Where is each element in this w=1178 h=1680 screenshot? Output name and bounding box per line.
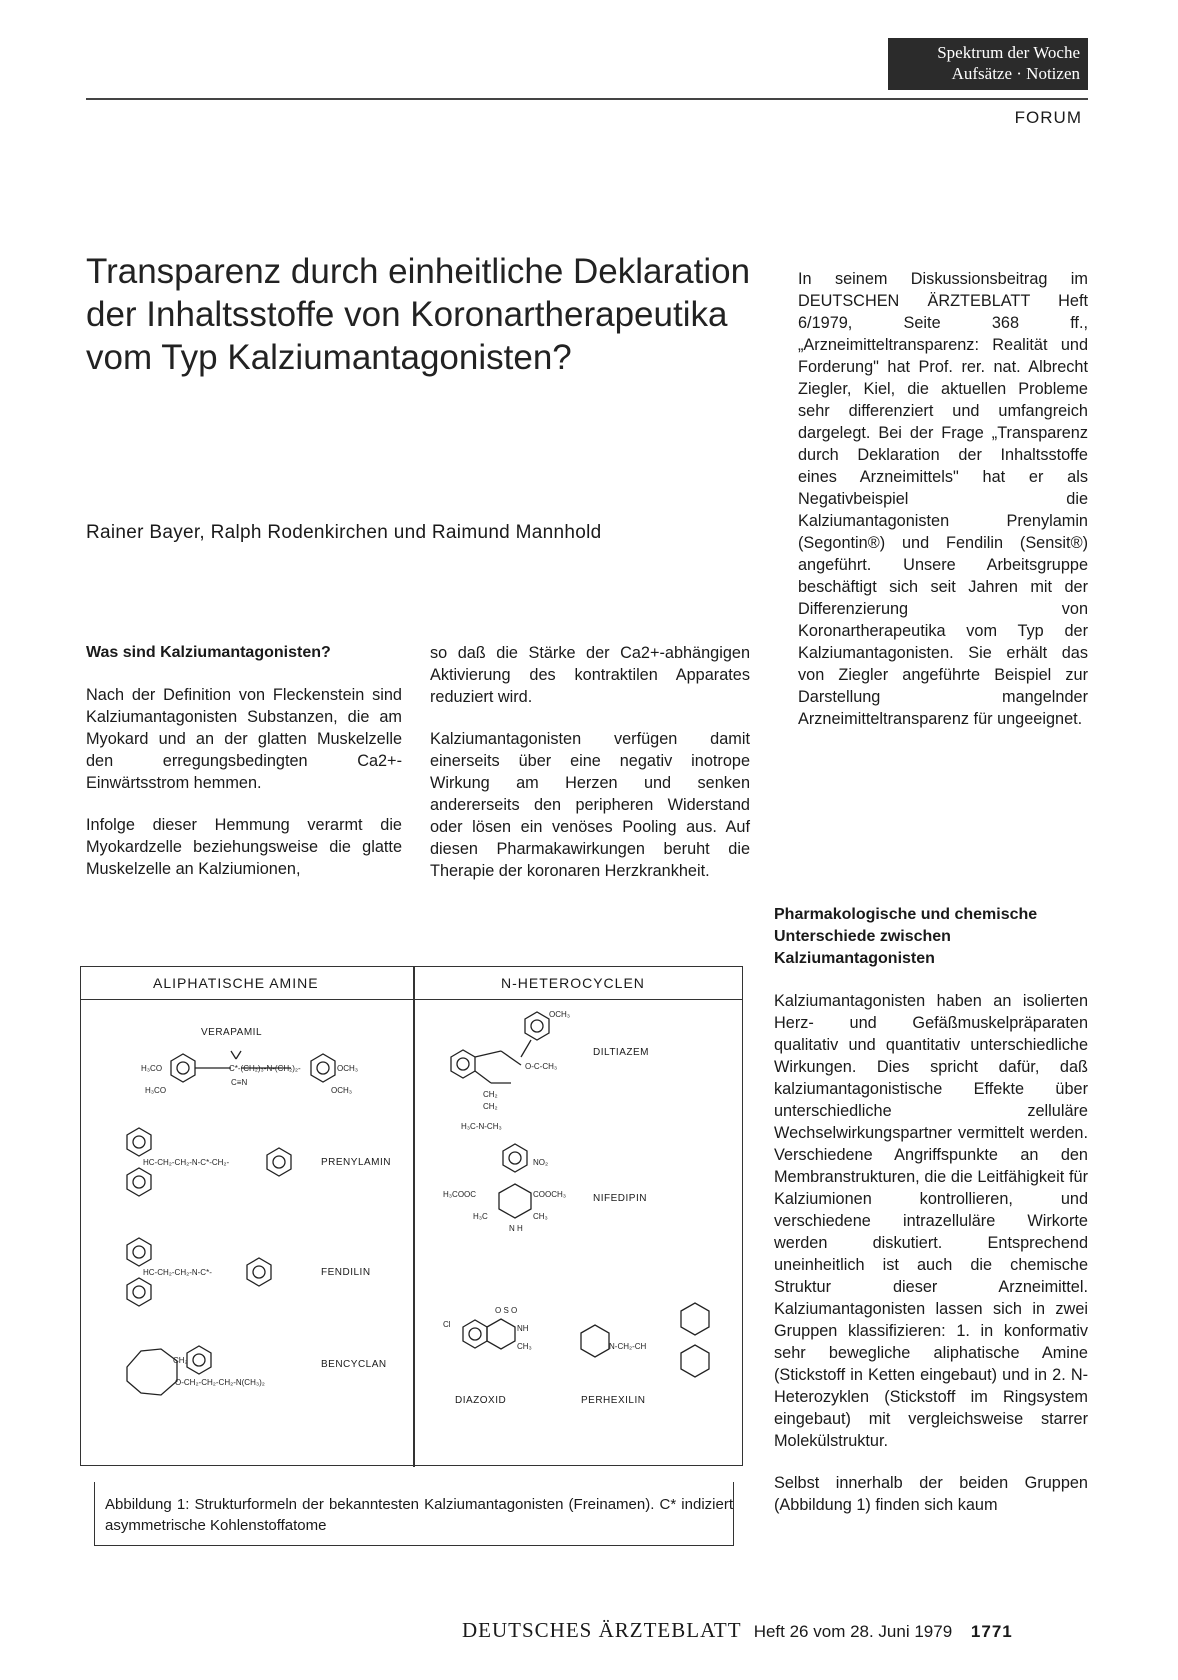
column-4: [774, 904, 1088, 1536]
paragraph: Infolge dieser Hemmung verarmt die Myokardzelle beziehungsweise die glatte Muskelzelle an Kalziumionen,: [86, 816, 402, 878]
svg-text:COOCH₃: COOCH₃: [533, 1190, 567, 1199]
paragraph: Kalziumantagonisten haben an isolierten Herz- und Gefäßmuskelpräparaten qualitativ und quantitativ unterschiedliche Wirkungen. Dies spricht dafür, daß kalziumantagonistische Effekte über unterschiedliche zelluläre Wechselwirkungspartner vermittelt werden. Verschiedene Angriffspunkte an den Membranstrukturen, die die Leitfähigkeit für Kalziumionen kontrollieren, und verschiedene intrazelluläre Wirkorte werden diskutiert. Entsprechend uneinheitlich ist auch die chemische Struktur dieser Arzneimittel. Kalziumantagonisten lassen sich in zwei Gruppen klassifizieren: 1. in konformativ sehr bewegliche aliphatische Amine (Stickstoff in Ketten eingebaut) und in 2. N-Heterozyklen (Stickstoff im Ringsystem eingebaut) mit vergleichsweise starrer Molekülstruktur.: [774, 992, 1088, 1450]
footer-journal: DEUTSCHES ÄRZTEBLATT: [462, 1618, 742, 1642]
section-badge: [888, 38, 1088, 90]
paragraph: Kalziumantagonisten verfügen damit einerseits über eine negativ inotrope Wirkung am Herzen und senken andererseits den peripheren Widerstand oder lösen ein venöses Pooling aus. Auf diesen Pharmakawirkungen beruht die Therapie der koronaren Herzkrankheit.: [430, 730, 750, 880]
structure-prenylamin: [121, 1127, 321, 1197]
structure-bencyclan: [117, 1337, 317, 1407]
label-prenylamin: PRENYLAMIN: [321, 1157, 392, 1168]
structure-diltiazem: [441, 1007, 601, 1137]
section-label: FORUM: [1014, 108, 1082, 127]
svg-text:NH: NH: [517, 1324, 529, 1333]
svg-text:O-CH₂-CH₂-CH₂-N(CH₃)₂: O-CH₂-CH₂-CH₂-N(CH₃)₂: [175, 1378, 265, 1387]
figure-left-header: ALIPHATISCHE AMINE: [153, 975, 319, 991]
structure-verapamil: [141, 1041, 391, 1111]
badge-line-2: Aufsätze · Notizen: [951, 64, 1080, 83]
figure-header-row: [81, 967, 742, 1000]
structure-fendilin: [121, 1237, 321, 1307]
label-bencyclan: BENCYCLAN: [321, 1359, 387, 1370]
label-fendilin: FENDILIN: [321, 1267, 371, 1278]
svg-text:O-C-CH₃: O-C-CH₃: [525, 1062, 558, 1071]
label-nifedipin: NIFEDIPIN: [593, 1193, 647, 1204]
structure-diazoxid: [443, 1301, 563, 1381]
figure-caption: Abbildung 1: Strukturformeln der bekanntesten Kalziumantagonisten (Freinamen). C* indiziert asymmetrische Kohlenstoffatome: [94, 1482, 734, 1546]
figure-structures: [80, 966, 743, 1466]
badge-line-1: Spektrum der Woche: [937, 43, 1080, 62]
svg-text:OCH₃: OCH₃: [331, 1086, 353, 1095]
svg-text:CH₃: CH₃: [517, 1342, 532, 1351]
svg-text:NO₂: NO₂: [533, 1158, 549, 1167]
svg-text:H₃CO: H₃CO: [141, 1064, 163, 1073]
figure-divider: [413, 967, 415, 1467]
column-3-intro: [798, 268, 1088, 750]
article-title: Transparenz durch einheitliche Deklaration der Inhaltsstoffe von Koronartherapeutika vom Typ Kalziumantagonisten?: [86, 252, 751, 377]
column-2: [430, 642, 750, 902]
svg-text:H₃C: H₃C: [473, 1212, 488, 1221]
svg-text:O S O: O S O: [495, 1306, 518, 1315]
svg-text:C≡N: C≡N: [231, 1078, 248, 1087]
svg-text:C*-(CH₂)₃-N-(CH₂)₂-: C*-(CH₂)₃-N-(CH₂)₂-: [229, 1064, 301, 1073]
svg-text:H₃C-N-CH₃: H₃C-N-CH₃: [461, 1122, 502, 1131]
svg-text:N H: N H: [509, 1224, 523, 1233]
paragraph: so daß die Stärke der Ca2+-abhängigen Aktivierung des kontraktilen Apparates reduziert wird.: [430, 644, 750, 706]
section-heading: Pharmakologische und chemische Unterschiede zwischen Kalziumantagonisten: [774, 906, 1038, 967]
svg-text:OCH₃: OCH₃: [549, 1010, 571, 1019]
label-verapamil: VERAPAMIL: [201, 1027, 262, 1038]
svg-text:HC-CH₂-CH₂-N-C*-: HC-CH₂-CH₂-N-C*-: [143, 1268, 212, 1277]
svg-text:CH₂: CH₂: [483, 1102, 498, 1111]
paragraph: In seinem Diskussionsbeitrag im DEUTSCHEN ÄRZTEBLATT Heft 6/1979, Seite 368 ff., „Arzneimitteltransparenz: Realität und Forderung" hat Prof. rer. nat. Albrecht Ziegler, Kiel, die aktuellen Probleme sehr differenziert und umfangreich dargelegt. Bei der Frage „Transparenz durch Deklaration der Inhaltsstoffe eines Arzneimittels" hat er als Negativbeispiel die Kalziumantagonisten Prenylamin (Segontin®) und Fendilin (Sensit®) angeführt. Unsere Arbeitsgruppe beschäftigt sich seit Jahren mit der Differenzierung von Koronartherapeutika vom Typ der Kalziumantagonisten. Sie erhält das von Ziegler angeführte Beispiel zur Darstellung mangelnder Arzneimitteltransparenz für ungeeignet.: [798, 270, 1088, 728]
footer-page-number: 1771: [970, 1622, 1013, 1641]
header-rule: [86, 98, 1088, 100]
structure-perhexilin: [571, 1297, 731, 1397]
page-footer: [462, 1618, 1013, 1643]
figure-right-header: N-HETEROCYCLEN: [501, 975, 645, 991]
svg-text:Cl: Cl: [443, 1320, 451, 1329]
paragraph: Nach der Definition von Fleckenstein sind Kalziumantagonisten Substanzen, die am Myokard und an der glatten Muskelzelle den erregungsbedingten Ca2+-Einwärtsstrom hemmen.: [86, 686, 402, 792]
paragraph: Selbst innerhalb der beiden Gruppen (Abbildung 1) finden sich kaum: [774, 1474, 1088, 1514]
svg-text:H₃COOC: H₃COOC: [443, 1190, 477, 1199]
section-heading: Was sind Kalziumantagonisten?: [86, 644, 331, 661]
svg-text:H₃CO: H₃CO: [145, 1086, 167, 1095]
label-diazoxid: DIAZOXID: [455, 1395, 507, 1406]
structure-nifedipin: [443, 1143, 603, 1253]
svg-text:OCH₃: OCH₃: [337, 1064, 359, 1073]
svg-text:CH₂: CH₂: [173, 1356, 188, 1365]
svg-text:N-CH₂-CH: N-CH₂-CH: [609, 1342, 647, 1351]
svg-text:HC-CH₂-CH₂-N-C*-CH₂-: HC-CH₂-CH₂-N-C*-CH₂-: [143, 1158, 230, 1167]
svg-text:CH₂: CH₂: [483, 1090, 498, 1099]
label-perhexilin: PERHEXILIN: [581, 1395, 646, 1406]
column-1: [86, 642, 402, 900]
label-diltiazem: DILTIAZEM: [593, 1047, 649, 1058]
footer-issue: Heft 26 vom 28. Juni 1979: [753, 1622, 953, 1641]
svg-text:CH₃: CH₃: [533, 1212, 548, 1221]
article-authors: Rainer Bayer, Ralph Rodenkirchen und Raimund Mannhold: [86, 522, 602, 543]
